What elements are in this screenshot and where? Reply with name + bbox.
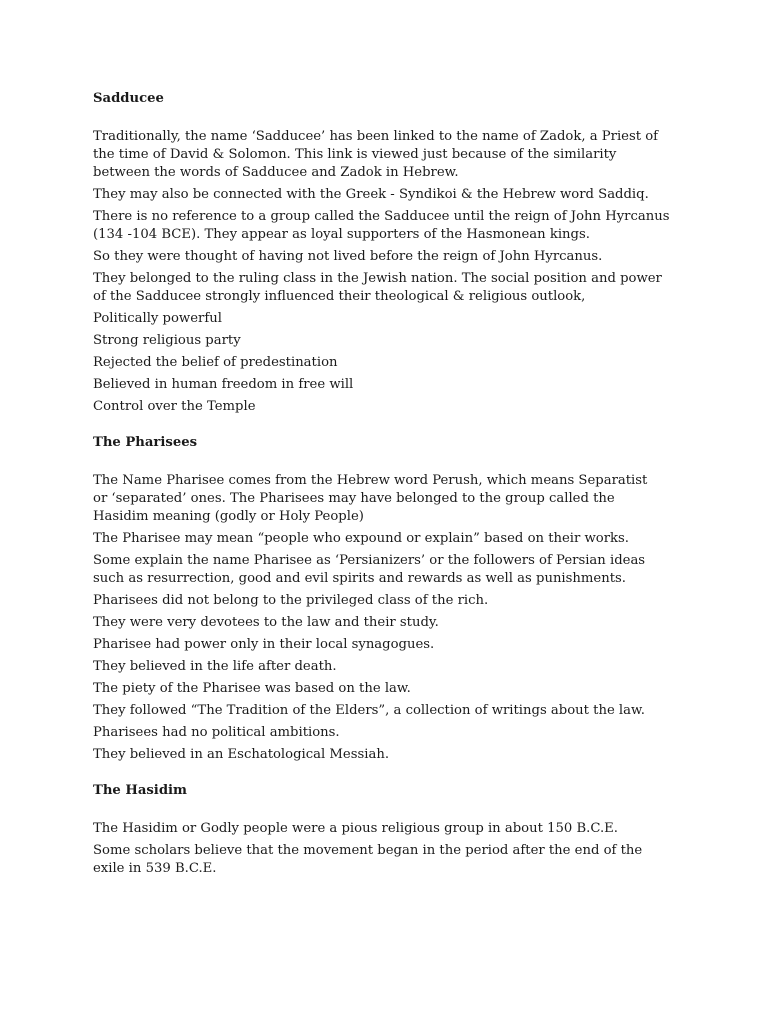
text-line: Some scholars believe that the movement began in the period after the end of the [93, 843, 643, 858]
document-body [93, 90, 733, 896]
paragraph [93, 332, 733, 350]
text-line: They believed in an Eschatological Messiah. [93, 747, 390, 762]
text-line: Some explain the name Pharisee as ‘Persianizers’ or the followers of Persian ideas [93, 553, 646, 568]
paragraph [93, 354, 733, 372]
paragraph [93, 636, 733, 654]
text-line: They followed “The Tradition of the Elders”, a collection of writings about the law. [93, 703, 645, 718]
text-line: (134 -104 BCE). They appear as loyal supporters of the Hasmonean kings. [93, 227, 590, 242]
paragraph [93, 680, 733, 698]
paragraph [93, 552, 733, 588]
text-line: Pharisees had no political ambitions. [93, 725, 340, 740]
paragraph [93, 724, 733, 742]
text-line: Hasidim meaning (godly or Holy People) [93, 509, 364, 524]
text-line: They believed in the life after death. [93, 659, 337, 674]
paragraph [93, 592, 733, 610]
section-pharisees [93, 434, 733, 764]
text-line: The Name Pharisee comes from the Hebrew word Perush, which means Separatist [93, 473, 648, 488]
text-line: Politically powerful [93, 311, 222, 326]
section-heading: The Hasidim [93, 783, 188, 798]
paragraph [93, 376, 733, 394]
text-line: or ‘separated’ ones. The Pharisees may have belonged to the group called the [93, 491, 615, 506]
text-line: There is no reference to a group called the Sadducee until the reign of John Hyrcanus [93, 209, 670, 224]
text-line: The Hasidim or Godly people were a pious religious group in about 150 B.C.E. [93, 821, 618, 836]
text-line: Control over the Temple [93, 399, 256, 414]
paragraph [93, 310, 733, 328]
paragraph [93, 208, 733, 244]
text-line: Pharisees did not belong to the privileged class of the rich. [93, 593, 489, 608]
paragraph [93, 614, 733, 632]
text-line: They may also be connected with the Greek - Syndikoi & the Hebrew word Saddiq. [93, 187, 649, 202]
section-sadducee [93, 90, 733, 416]
text-line: The piety of the Pharisee was based on the law. [93, 681, 411, 696]
text-line: exile in 539 B.C.E. [93, 861, 217, 876]
text-line: Pharisee had power only in their local synagogues. [93, 637, 435, 652]
text-line: Strong religious party [93, 333, 241, 348]
text-line: The Pharisee may mean “people who expound or explain” based on their works. [93, 531, 629, 546]
paragraph [93, 128, 733, 182]
text-line: Traditionally, the name ‘Sadducee’ has been linked to the name of Zadok, a Priest of [93, 129, 659, 144]
paragraph [93, 530, 733, 548]
paragraph [93, 270, 733, 306]
text-line: They belonged to the ruling class in the Jewish nation. The social position and power [93, 271, 662, 286]
paragraph [93, 746, 733, 764]
paragraph [93, 186, 733, 204]
paragraph [93, 658, 733, 676]
paragraph [93, 398, 733, 416]
section-hasidim [93, 782, 733, 878]
text-line: between the words of Sadducee and Zadok in Hebrew. [93, 165, 459, 180]
paragraph [93, 842, 733, 878]
section-heading: Sadducee [93, 91, 164, 106]
text-line: the time of David & Solomon. This link is viewed just because of the similarity [93, 147, 617, 162]
text-line: They were very devotees to the law and their study. [93, 615, 439, 630]
text-line: Rejected the belief of predestination [93, 355, 338, 370]
text-line: of the Sadducee strongly influenced their theological & religious outlook, [93, 289, 586, 304]
text-line: So they were thought of having not lived before the reign of John Hyrcanus. [93, 249, 603, 264]
paragraph [93, 702, 733, 720]
paragraph [93, 820, 733, 838]
paragraph [93, 472, 733, 526]
section-heading: The Pharisees [93, 435, 198, 450]
paragraph [93, 248, 733, 266]
text-line: Believed in human freedom in free will [93, 377, 354, 392]
text-line: such as resurrection, good and evil spirits and rewards as well as punishments. [93, 571, 626, 586]
